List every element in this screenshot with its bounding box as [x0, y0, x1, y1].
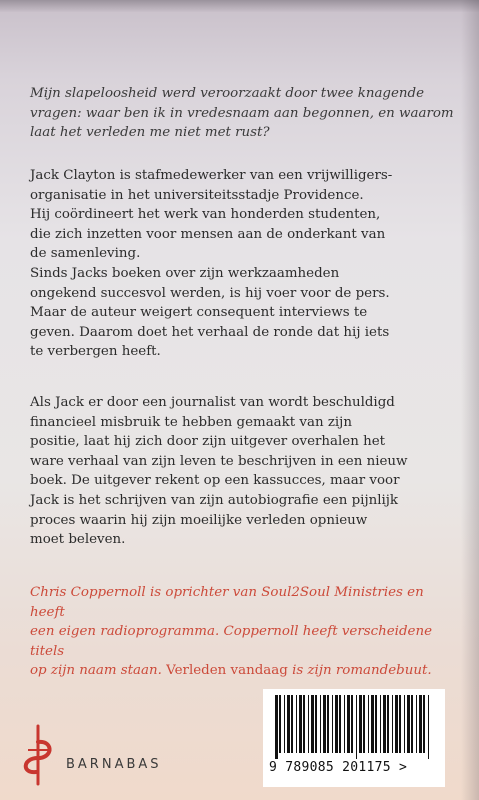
book-title: Verleden vandaag — [166, 663, 288, 679]
barcode-bar — [311, 695, 314, 753]
barcode-bar — [371, 695, 374, 753]
blurb-line: moet beleven. — [30, 532, 126, 548]
intro-quote — [30, 84, 460, 143]
blurb-line: financieel misbruik te hebben gemaakt van zijn — [30, 414, 352, 430]
blurb-line: Jack Clayton is stafmedewerker van een vrijwilligers- — [30, 168, 393, 183]
blurb-line: de samenleving. — [30, 246, 141, 262]
barcode-bar — [428, 695, 429, 759]
barcode-bar — [356, 695, 357, 759]
barcode-icon — [273, 695, 435, 759]
barcode-bar — [323, 695, 326, 753]
author-line-text: op zijn naam staan. — [30, 663, 162, 679]
barnabas-logo-icon — [16, 720, 60, 790]
barcode-bar — [296, 695, 297, 753]
barcode-bar — [383, 695, 386, 753]
barcode-bar — [303, 695, 305, 753]
author-line: een eigen radioprogramma. Coppernoll heeft verscheidene titels — [30, 624, 432, 659]
blurb-line: te verbergen heeft. — [30, 344, 161, 360]
barcode-bar — [332, 695, 333, 753]
blurb-paragraph-1 — [30, 166, 460, 362]
isbn-arrow: > — [399, 760, 408, 775]
author-line-text: is zijn romandebuut. — [292, 663, 432, 679]
author-line — [30, 661, 460, 681]
barcode-bar — [380, 695, 381, 753]
blurb-line: ware verhaal van zijn leven te beschrijven in een nieuw — [30, 453, 408, 469]
blurb-line: proces waarin hij zijn moeilijke verleden opnieuw — [30, 512, 368, 528]
blurb-line: organisatie in het universiteitsstadje Providence. — [30, 187, 364, 203]
barcode-bar — [416, 695, 417, 753]
barcode-bar — [407, 695, 410, 753]
blurb-line: geven. Daarom doet het verhaal de ronde dat hij iets — [30, 324, 390, 340]
intro-line: Mijn slapeloosheid werd veroorzaakt door twee knagende — [30, 86, 425, 101]
barcode-bar — [351, 695, 353, 753]
cover-spine-shadow — [461, 0, 479, 800]
cover-top-edge — [0, 0, 479, 12]
blurb-paragraph-2 — [30, 393, 460, 550]
barcode-bar — [399, 695, 401, 753]
blurb-line: die zich inzetten voor mensen aan de onderkant van — [30, 226, 386, 242]
barcode-bar — [275, 695, 278, 759]
intro-line: laat het verleden me niet met rust? — [30, 125, 270, 141]
barcode-bar — [287, 695, 290, 753]
barcode-bar — [335, 695, 338, 753]
blurb-line: Hij coördineert het werk van honderden studenten, — [30, 207, 381, 223]
barcode-bar — [419, 695, 422, 753]
barcode-bar — [359, 695, 362, 753]
barcode-bar — [291, 695, 293, 753]
author-line: Chris Coppernoll is oprichter van Soul2Soul Ministries en heeft — [30, 585, 424, 620]
isbn-digits: 9 789085 201175 — [269, 760, 391, 775]
barcode-bar — [423, 695, 425, 753]
barcode-bar — [284, 695, 285, 753]
barcode-bar — [320, 695, 321, 753]
barcode-bar — [347, 695, 350, 753]
barcode-bar — [392, 695, 393, 753]
barcode-bar — [387, 695, 389, 753]
barcode-bar — [363, 695, 365, 753]
barcode-panel — [263, 689, 445, 787]
barcode-bar — [375, 695, 377, 753]
author-bio — [30, 583, 460, 681]
blurb-line: Als Jack er door een journalist van wordt beschuldigd — [30, 395, 395, 410]
barcode-bar — [308, 695, 309, 753]
barcode-bar — [344, 695, 345, 753]
intro-line: vragen: waar ben ik in vredesnaam aan begonnen, en waarom — [30, 105, 454, 121]
barcode-bar — [395, 695, 398, 753]
barcode-bar — [368, 695, 369, 753]
barcode-bar — [279, 695, 281, 753]
barcode-bar — [339, 695, 341, 753]
publisher-name: BARNABAS — [66, 757, 162, 772]
barcode-bar — [411, 695, 413, 753]
isbn-number — [269, 760, 445, 775]
blurb-line: positie, laat hij zich door zijn uitgever overhalen het — [30, 434, 386, 450]
blurb-line: Jack is het schrijven van zijn autobiografie een pijnlijk — [30, 492, 399, 508]
barcode-bar — [299, 695, 302, 753]
barcode-bar — [315, 695, 317, 753]
blurb-line: ongekend succesvol werden, is hij voer voor de pers. — [30, 285, 390, 301]
barcode-bar — [327, 695, 329, 753]
blurb-line: boek. De uitgever rekent op een kassucces, maar voor — [30, 473, 400, 489]
blurb-line: Maar de auteur weigert consequent interviews te — [30, 305, 368, 321]
blurb-line: Sinds Jacks boeken over zijn werkzaamheden — [30, 265, 340, 281]
barcode-bar — [404, 695, 405, 753]
